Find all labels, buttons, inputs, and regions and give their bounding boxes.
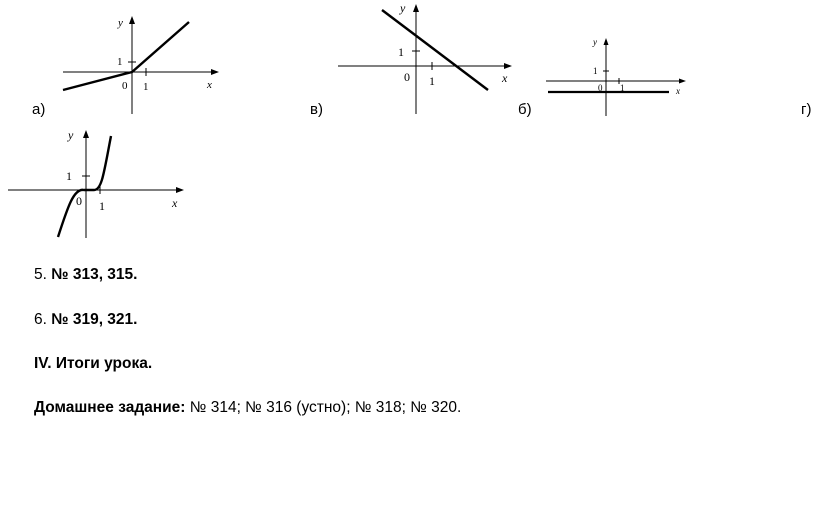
- section-heading: [34, 355, 152, 373]
- x-axis-label: x: [172, 196, 178, 210]
- x-axis-label: x: [502, 71, 508, 85]
- item-6-number: 6.: [34, 311, 47, 328]
- y-axis-arrow: [604, 38, 609, 45]
- graph-b: [544, 34, 694, 118]
- unit-x-label: 1: [429, 74, 435, 88]
- graph-label-a: а): [32, 101, 46, 118]
- unit-y-label: 1: [593, 66, 598, 76]
- unit-x-label: 1: [620, 83, 625, 93]
- y-axis-arrow: [83, 130, 89, 138]
- x-axis-label: x: [676, 86, 680, 96]
- x-axis-arrow: [211, 69, 219, 75]
- y-axis-label: y: [593, 37, 597, 47]
- function-curve: [58, 136, 111, 237]
- graph-label-b: б): [518, 101, 532, 118]
- origin-label: 0: [598, 83, 603, 93]
- graph-a: [60, 14, 225, 118]
- origin-label: 0: [404, 70, 410, 84]
- y-axis-arrow: [413, 4, 419, 12]
- item-6-text: № 319, 321.: [51, 311, 138, 328]
- origin-label: 0: [122, 80, 128, 92]
- item-5-number: 5.: [34, 266, 47, 283]
- x-axis-arrow: [679, 79, 686, 84]
- homework-label: Домашнее задание:: [34, 399, 186, 416]
- item-6: [34, 311, 137, 329]
- section-title: IV. Итоги урока.: [34, 355, 153, 372]
- x-axis-arrow: [504, 63, 512, 69]
- y-axis-arrow: [129, 16, 135, 24]
- unit-y-label: 1: [398, 45, 404, 59]
- y-axis-label: y: [400, 1, 406, 15]
- homework-text: № 314; № 316 (устно); № 318; № 320.: [185, 399, 462, 416]
- item-5-text: № 313, 315.: [51, 266, 138, 283]
- unit-x-label: 1: [99, 199, 105, 213]
- origin-label: 0: [76, 194, 82, 208]
- unit-x-label: 1: [143, 81, 149, 93]
- y-axis-label: y: [68, 128, 74, 142]
- graph-label-g: г): [801, 101, 812, 118]
- unit-y-label: 1: [117, 56, 123, 68]
- item-5: [34, 266, 137, 284]
- unit-y-label: 1: [66, 169, 72, 183]
- homework: [34, 399, 461, 417]
- graph-label-v: в): [310, 101, 323, 118]
- y-axis-label: y: [118, 17, 123, 29]
- graph-g: [6, 126, 190, 240]
- x-axis-arrow: [176, 187, 184, 193]
- x-axis-label: x: [207, 79, 212, 91]
- graph-v: [336, 0, 516, 118]
